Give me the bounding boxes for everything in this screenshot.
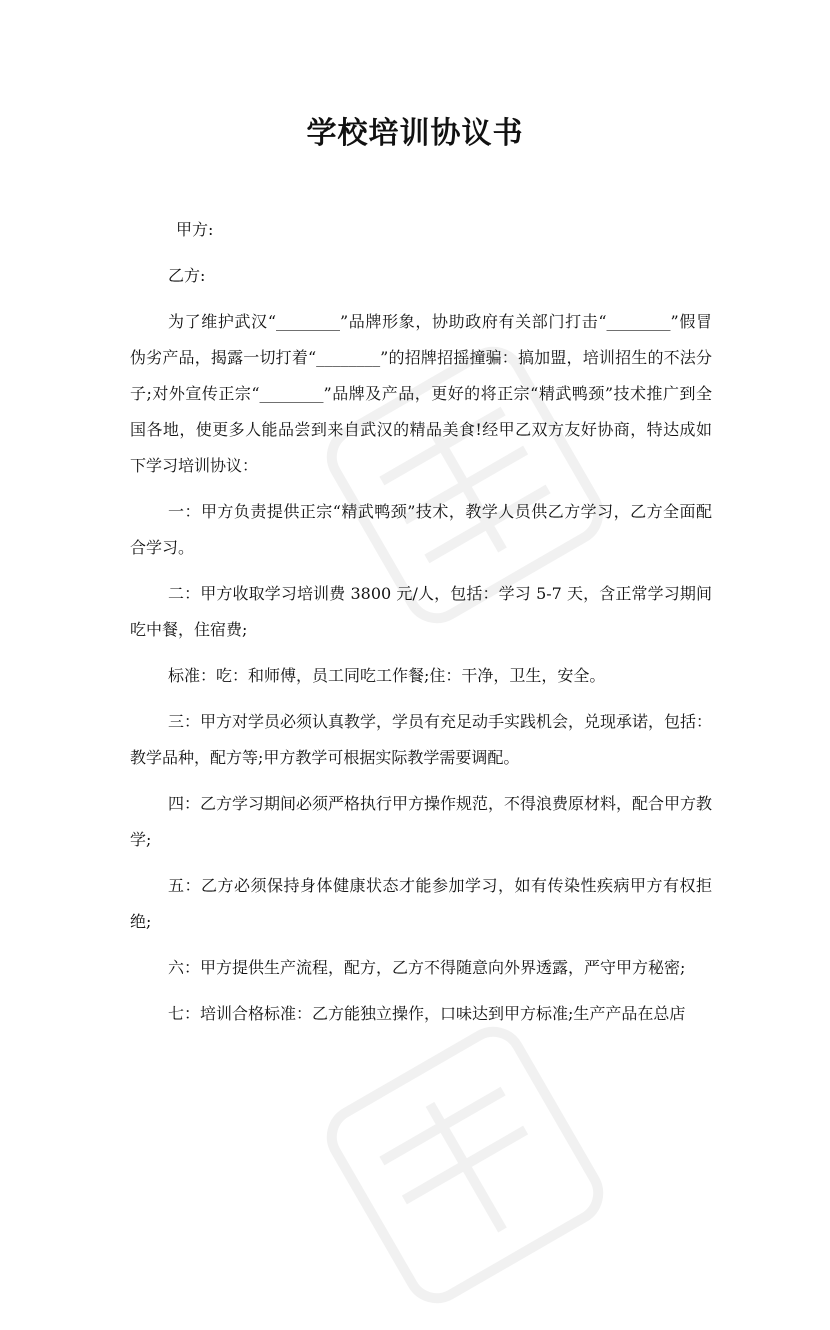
clause-2-standard: 标准：吃：和师傅，员工同吃工作餐;住：干净，卫生，安全。 — [168, 666, 606, 685]
page-title: 学校培训协议书 — [306, 116, 524, 151]
watermark-stamp-icon — [300, 1000, 630, 1330]
clause-6: 六：甲方提供生产流程，配方，乙方不得随意向外界透露，严守甲方秘密; — [168, 958, 686, 977]
clause-1: 一：甲方负责提供正宗“精武鸭颈”技术，教学人员供乙方学习，乙方全面配合学习。 — [130, 502, 712, 557]
clause-3: 三：甲方对学员必须认真教学，学员有充足动手实践机会，兑现承诺，包括：教学品种，配方等;甲方教学可根据实际教学需要调配。 — [130, 712, 713, 767]
party-a-line: 甲方: — [176, 220, 214, 239]
clause-5: 五：乙方必须保持身体健康状态才能参加学习，如有传染性疾病甲方有权拒绝; — [130, 876, 712, 931]
party-b-line: 乙方: — [168, 266, 206, 285]
document-body — [130, 212, 712, 1042]
clause-7: 七：培训合格标准：乙方能独立操作，口味达到甲方标准;生产产品在总店 — [168, 1004, 686, 1023]
clause-2: 二：甲方收取学习培训费 3800 元/人，包括：学习 5-7 天，含正常学习期间吃中餐，住宿费; — [130, 584, 712, 639]
clause-4: 四：乙方学习期间必须严格执行甲方操作规范，不得浪费原材料，配合甲方教学; — [130, 794, 713, 849]
preamble-paragraph: 为了维护武汉“________”品牌形象，协助政府有关部门打击“________”假冒伪劣产品，揭露一切打着“________”的招牌招摇撞骗：搞加盟，培训招生的不法分子;对外宣传正宗“________”品牌及产品，更好的将正宗“精武鸭颈”技术推广到全国各地，使更多人能品尝到来自武汉的精品美食!经甲乙双方友好协商，特达成如下学习培训协议： — [130, 312, 712, 475]
